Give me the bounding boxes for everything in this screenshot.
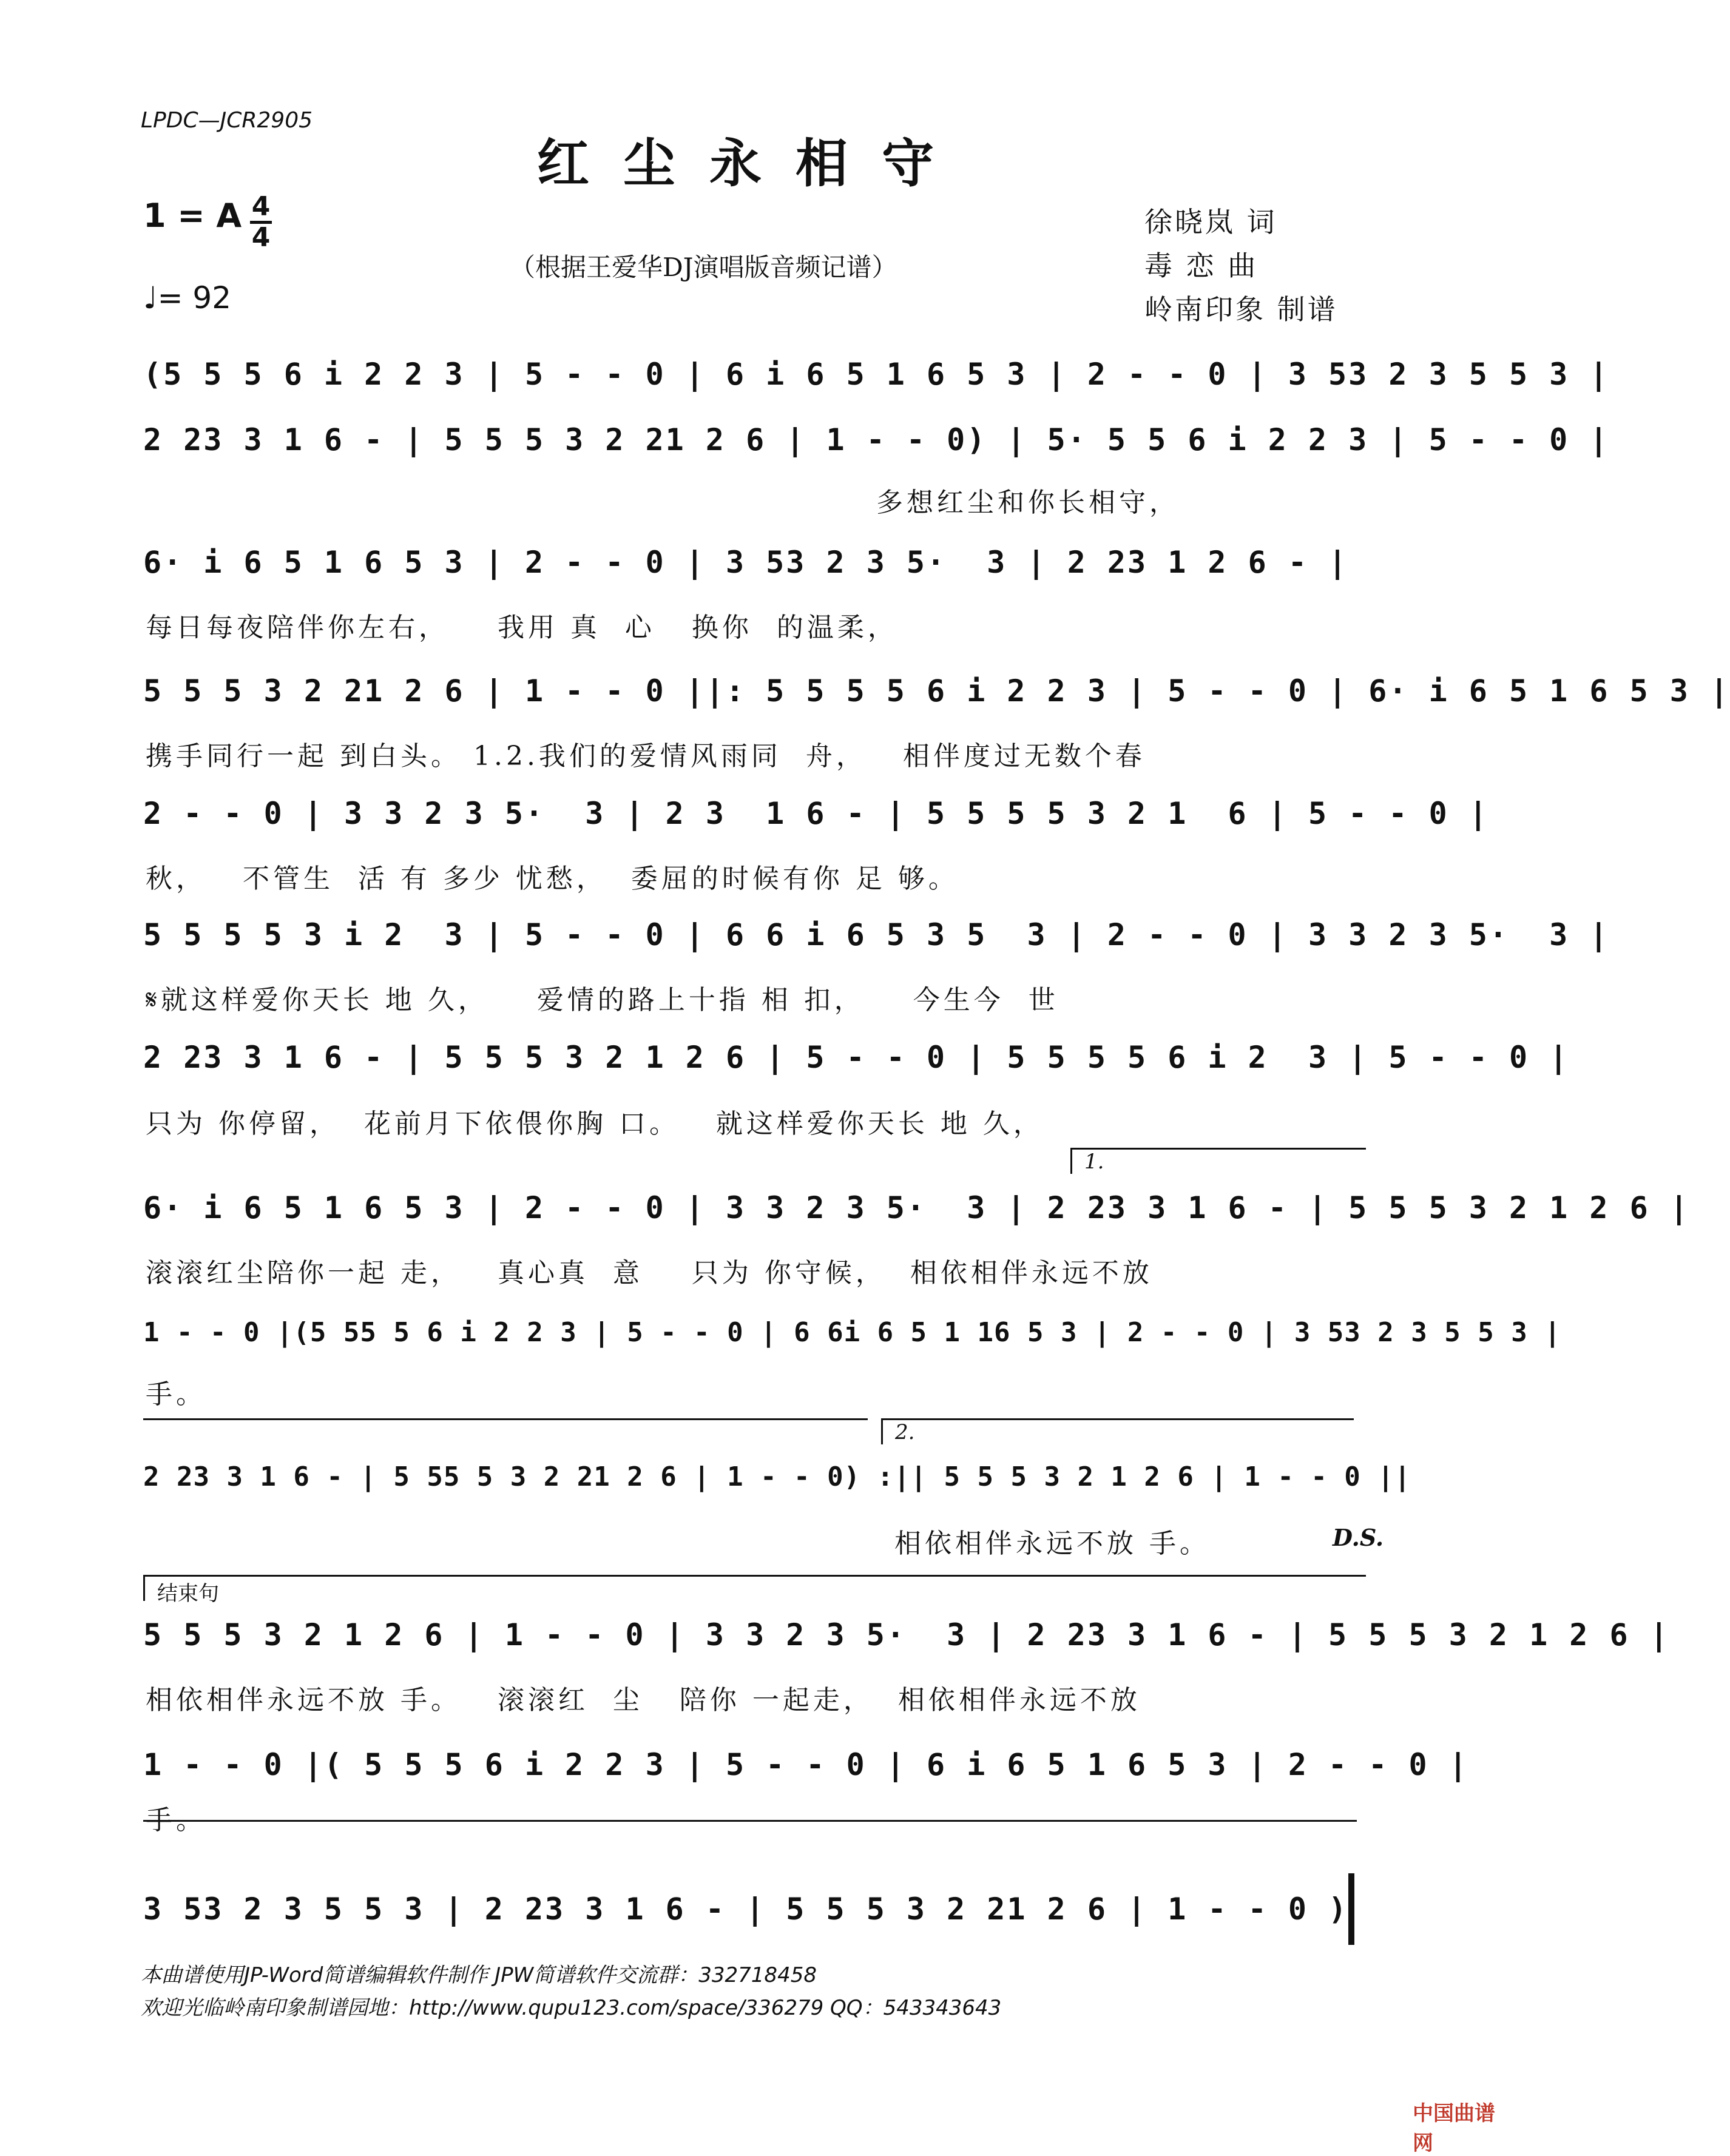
- staff-line-3: 6· i 6 5 1 6 5 3 | 2 - - 0 | 3 53 2 3 5· 3 | 2 23 1 2 6 - |: [143, 545, 1349, 580]
- ending-phrase-bracket: [143, 1575, 1366, 1606]
- lyric-line-5: 𝄋就这样爱你天长 地 久， 爱情的路上十指 相 扣， 今生今 世: [146, 985, 1059, 1016]
- first-ending-bracket: [1070, 1148, 1366, 1174]
- staff-line-10: 2 23 3 1 6 - | 5 55 5 3 2 21 2 6 | 1 - - 0) :|| 5 5 5 3 2 1 2 6 | 1 - - 0 ||: [143, 1461, 1411, 1492]
- final-system-line: [143, 1820, 1357, 1822]
- lyric-line-4: 秋， 不管生 活 有 多少 忧愁， 委屈的时候有你 足 够。: [146, 863, 959, 894]
- final-barline: [1348, 1873, 1354, 1945]
- staff-line-7: 2 23 3 1 6 - | 5 5 5 3 2 1 2 6 | 5 - - 0 | 5 5 5 5 6 i 2 3 | 5 - - 0 |: [143, 1040, 1570, 1075]
- composer-credit: 毒 恋 曲: [1144, 249, 1259, 282]
- time-signature: [250, 193, 272, 252]
- staff-line-9: 1 - - 0 |(5 55 5 6 i 2 2 3 | 5 - - 0 | 6 6i 6 5 1 16 5 3 | 2 - - 0 | 3 53 2 3 5 5 3 |: [143, 1317, 1561, 1348]
- dal-segno-mark: D.S.: [1333, 1524, 1384, 1551]
- lyric-line-6: 只为 你停留， 花前月下依偎你胸 口。 就这样爱你天长 地 久，: [146, 1108, 1044, 1139]
- first-ending-label: 1.: [1084, 1150, 1104, 1174]
- lyric-line-9: 相依相伴永远不放 手。: [894, 1528, 1210, 1559]
- repeat-bracket-line: [143, 1418, 868, 1420]
- tempo-marking: [143, 280, 231, 315]
- lyric-line-2: 每日每夜陪伴你左右， 我用 真 心 换你 的温柔，: [146, 612, 898, 643]
- tempo-value: = 92: [157, 280, 232, 315]
- second-ending-bracket: [881, 1418, 1354, 1444]
- subtitle: （根据王爱华DJ演唱版音频记谱）: [510, 252, 897, 282]
- second-ending-label: 2.: [895, 1420, 915, 1444]
- time-signature-bottom: 4: [250, 221, 272, 252]
- staff-line-12: 1 - - 0 |( 5 5 5 6 i 2 2 3 | 5 - - 0 | 6 i 6 5 1 6 5 3 | 2 - - 0 |: [143, 1747, 1469, 1782]
- time-signature-top: 4: [251, 191, 271, 222]
- ending-phrase-label: 结束句: [157, 1582, 219, 1606]
- staff-line-11: 5 5 5 3 2 1 2 6 | 1 - - 0 | 3 3 2 3 5· 3 | 2 23 3 1 6 - | 5 5 5 3 2 1 2 6 |: [143, 1617, 1670, 1652]
- staff-line-6: 5 5 5 5 3 i 2 3 | 5 - - 0 | 6 6 i 6 5 3 5 3 | 2 - - 0 | 3 3 2 3 5· 3 |: [143, 917, 1610, 952]
- lyric-line-1: 多想红尘和你长相守，: [876, 487, 1180, 518]
- staff-line-2: 2 23 3 1 6 - | 5 5 5 3 2 21 2 6 | 1 - - 0) | 5· 5 5 6 i 2 2 3 | 5 - - 0 |: [143, 422, 1610, 457]
- lyric-line-3: 携手同行一起 到白头。 1.2.我们的爱情风雨同 舟， 相伴度过无数个春: [146, 741, 1146, 772]
- staff-line-1: (5 5 5 6 i 2 2 3 | 5 - - 0 | 6 i 6 5 1 6 5 3 | 2 - - 0 | 3 53 2 3 5 5 3 |: [143, 357, 1610, 392]
- site-watermark: 中国曲谱网: [1413, 2101, 1495, 2155]
- lyricist-credit: 徐晓岚 词: [1144, 206, 1277, 238]
- lyric-line-10: 相依相伴永远不放 手。 滚滚红 尘 陪你 一起走， 相依相伴永远不放: [146, 1685, 1141, 1716]
- staff-line-4: 5 5 5 3 2 21 2 6 | 1 - - 0 ||: 5 5 5 5 6 i 2 2 3 | 5 - - 0 | 6· i 6 5 1 6 5 3 |: [143, 673, 1730, 709]
- transcriber-credit: 岭南印象 制谱: [1144, 293, 1338, 326]
- key-signature: 1 = A: [143, 197, 242, 235]
- footer-line-1: 本曲谱使用JP-Word简谱编辑软件制作 JPW简谱软件交流群：332718458: [141, 1963, 817, 1987]
- staff-line-5: 2 - - 0 | 3 3 2 3 5· 3 | 2 3 1 6 - | 5 5 5 5 3 2 1 6 | 5 - - 0 |: [143, 796, 1489, 831]
- staff-line-8: 6· i 6 5 1 6 5 3 | 2 - - 0 | 3 3 2 3 5· 3 | 2 23 3 1 6 - | 5 5 5 3 2 1 2 6 |: [143, 1190, 1690, 1225]
- document-code: LPDC—JCR2905: [141, 108, 313, 133]
- staff-line-13: 3 53 2 3 5 5 3 | 2 23 3 1 6 - | 5 5 5 3 2 21 2 6 | 1 - - 0 ): [143, 1892, 1349, 1927]
- song-title: 红尘永相守: [537, 133, 968, 194]
- lyric-line-7: 滚滚红尘陪你一起 走， 真心真 意 只为 你守候， 相依相伴永远不放: [146, 1258, 1153, 1289]
- footer-line-2: 欢迎光临岭南印象制谱园地：http://www.qupu123.com/space/336279 QQ：543343643: [141, 1996, 1002, 2020]
- lyric-line-8: 手。: [146, 1379, 206, 1410]
- lyric-line-11: 手。: [146, 1805, 206, 1836]
- quarter-note-icon: ♩: [143, 280, 158, 315]
